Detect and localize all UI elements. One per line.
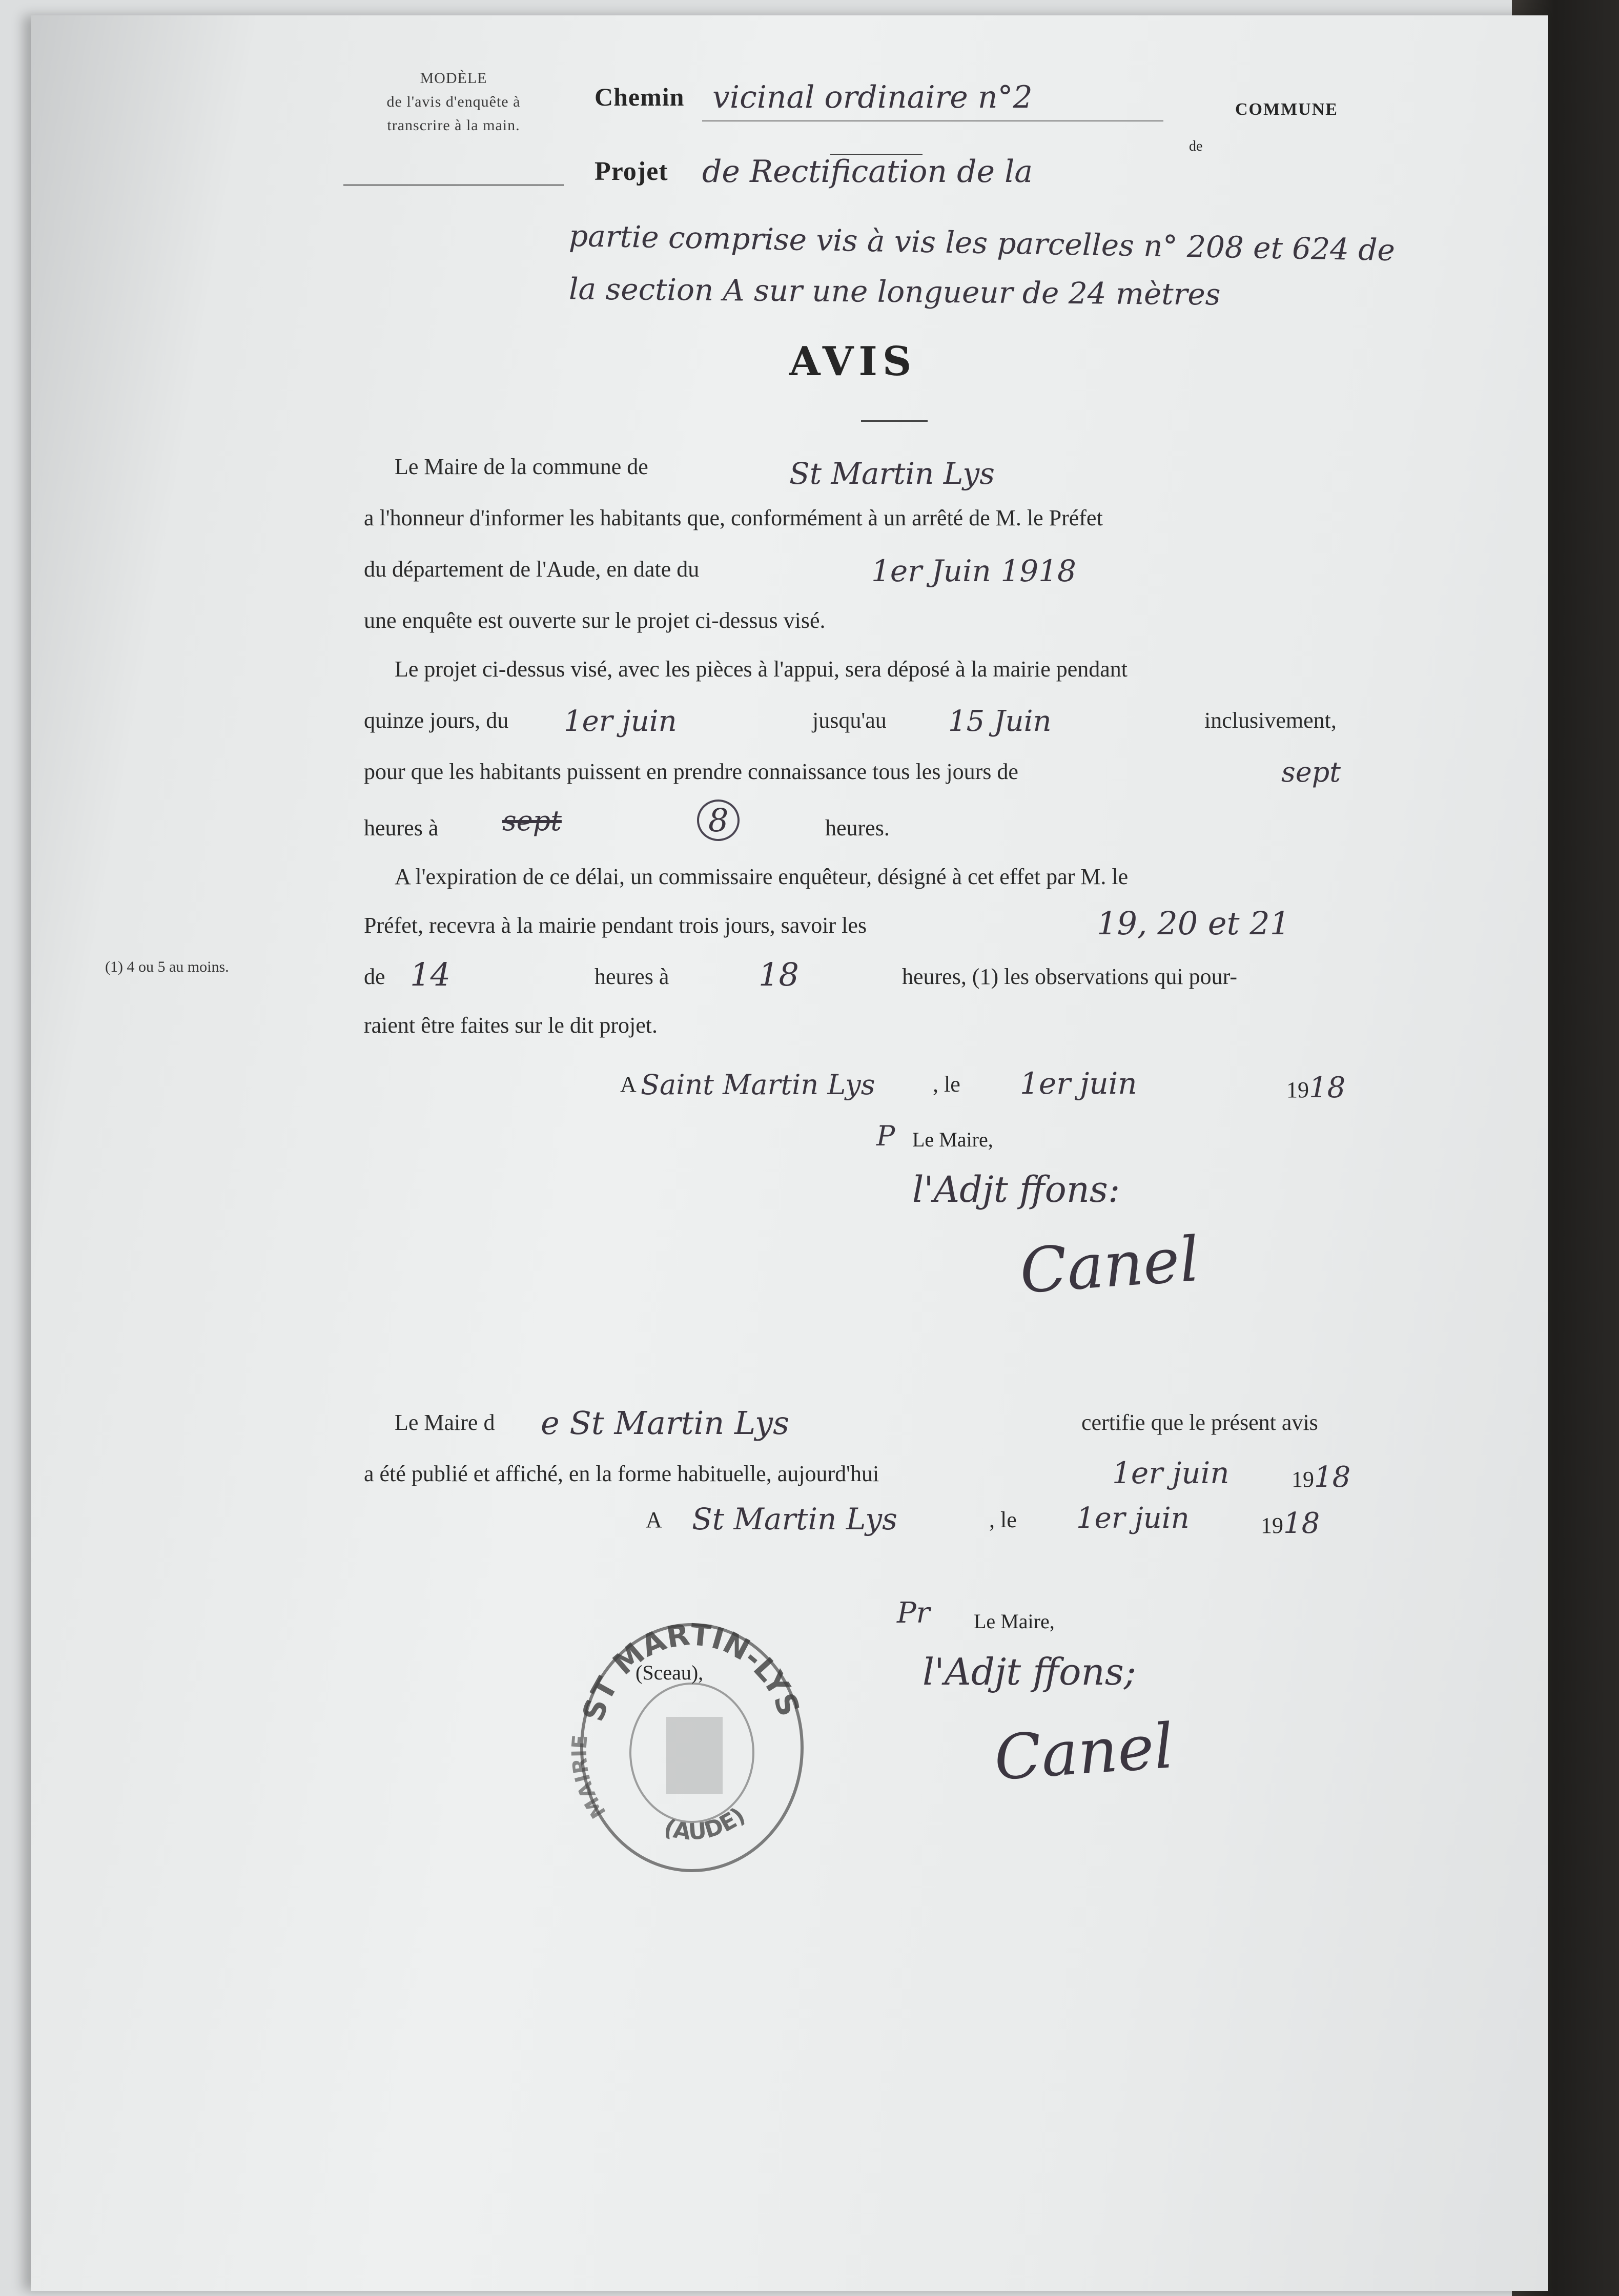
sig1-pr: P	[876, 1120, 895, 1152]
cert-place: St Martin Lys	[692, 1502, 897, 1536]
p2-hour-to: 8	[697, 799, 740, 841]
p3-text-f: raient être faites sur le dit projet.	[364, 1013, 658, 1038]
p1-commune: St Martin Lys	[789, 456, 995, 491]
p2-line-1: Le projet ci-dessus visé, avec les pièces à l'appui, sera déposé à la mairie pendant	[395, 657, 1128, 682]
sig1-year	[1286, 1071, 1345, 1104]
sig1-name: Canel	[1017, 1223, 1202, 1308]
p2-text-g: heures.	[825, 815, 890, 840]
de-label: de	[1189, 138, 1203, 154]
model-note-line-1: MODÈLE	[420, 70, 487, 87]
sig2-pr: Pr	[897, 1596, 930, 1630]
p2-hour-from: sept	[1281, 756, 1341, 788]
p3-text-b: Préfet, recevra à la mairie pendant trois jours, savoir les	[364, 913, 867, 938]
p1-line-4: une enquête est ouverte sur le projet ci-dessus visé.	[364, 608, 826, 633]
p3-hour-1: 14	[410, 956, 450, 993]
cert-year-2	[1261, 1507, 1320, 1540]
cert-year	[1292, 1461, 1350, 1494]
svg-text:MAIRIE	[569, 1734, 611, 1822]
svg-text:(AUDE)	[661, 1802, 750, 1846]
document-page	[31, 15, 1548, 2291]
sig1-maire-label: Le Maire,	[912, 1128, 993, 1151]
p2-date-to: 15 Juin	[948, 705, 1052, 738]
cert-year2-hand: 18	[1283, 1507, 1320, 1540]
p3-text-e: heures, (1) les observations qui pour-	[902, 964, 1238, 989]
p3-days: 19, 20 et 21	[1097, 905, 1290, 942]
p3-line-1: A l'expiration de ce délai, un commissaire enquêteur, désigné à cet effet par M. le	[395, 864, 1129, 889]
cert-year-print: 19	[1292, 1467, 1314, 1492]
cert-le-label: , le	[989, 1507, 1017, 1532]
seal-outer-text: ST MARTIN-LYS	[575, 1617, 807, 1726]
cert-year-hand: 18	[1314, 1461, 1351, 1494]
commune-label: COMMUNE	[1235, 100, 1338, 119]
projet-value: de Rectification de la	[702, 154, 1033, 190]
model-note-line-3: transcrire à la main.	[387, 117, 520, 134]
projet-label: Projet	[595, 157, 668, 186]
cert-date: 1er juin	[1112, 1455, 1229, 1490]
p1-date: 1er Juin 1918	[871, 554, 1076, 588]
sig1-year-hand: 18	[1309, 1071, 1346, 1104]
page-title: AVIS	[789, 338, 917, 385]
sig1-date: 1er juin	[1020, 1066, 1137, 1101]
sig2-maire-label: Le Maire,	[974, 1610, 1055, 1633]
p1-line-2: a l'honneur d'informer les habitants que, conformément à un arrêté de M. le Préfet	[364, 505, 1103, 530]
chemin-underline	[702, 120, 1163, 121]
title-rule	[861, 420, 928, 422]
chemin-value: vicinal ordinaire n°2	[712, 79, 1033, 115]
sig1-a-label: A	[620, 1072, 637, 1097]
sig1-le-label: , le	[933, 1072, 960, 1097]
model-note-rule	[343, 184, 564, 186]
cert-text-c: a été publié et affiché, en la forme habituelle, aujourd'hui	[364, 1461, 879, 1486]
p3-text-c: de	[364, 964, 385, 989]
model-note	[338, 67, 569, 137]
cert-text-a: Le Maire d	[395, 1410, 495, 1435]
sig1-year-print: 19	[1286, 1077, 1309, 1102]
p2-date-from: 1er juin	[564, 705, 677, 738]
seal-left-text: MAIRIE	[569, 1734, 611, 1822]
footnote: (1) 4 ou 5 au moins.	[105, 958, 229, 975]
sig1-place: Saint Martin Lys	[641, 1069, 875, 1101]
cert-a-label: A	[646, 1507, 662, 1532]
seal-graphic	[569, 1609, 815, 1886]
projet-line-2: partie comprise vis à vis les parcelles n° 208 et 624 de	[568, 218, 1396, 268]
p3-text-d: heures à	[595, 964, 669, 989]
p1-line-3: du département de l'Aude, en date du	[364, 557, 700, 582]
sig2-name: Canel	[992, 1710, 1176, 1795]
p2-text-b: quinze jours, du	[364, 708, 509, 733]
cert-commune: e St Martin Lys	[541, 1404, 789, 1442]
projet-line-3: la section A sur une longueur de 24 mètres	[568, 271, 1221, 312]
p2-text-c: jusqu'au	[812, 708, 887, 733]
p1-text-a: Le Maire de la commune de	[395, 454, 648, 479]
p3-hour-2: 18	[759, 956, 799, 993]
mairie-seal	[569, 1609, 815, 1886]
cert-date-2: 1er juin	[1076, 1502, 1190, 1535]
p2-hour-struck: sept	[502, 805, 562, 837]
model-note-line-2: de l'avis d'enquête à	[386, 93, 521, 110]
p1-line-1	[395, 454, 648, 480]
p2-text-d: inclusivement,	[1204, 708, 1337, 733]
sig2-adjt: l'Adjt ffons;	[923, 1650, 1136, 1693]
cert-year2-print: 19	[1261, 1513, 1283, 1538]
p2-text-f: heures à	[364, 815, 439, 840]
sig1-adjt: l'Adjt ffons:	[912, 1168, 1120, 1211]
chemin-label: Chemin	[595, 83, 685, 111]
cert-text-b: certifie que le présent avis	[1081, 1410, 1318, 1435]
seal-bottom-text: (AUDE)	[661, 1802, 750, 1846]
p2-text-e: pour que les habitants puissent en prendre connaissance tous les jours de	[364, 759, 1018, 784]
seal-label: (Sceau),	[636, 1661, 704, 1684]
